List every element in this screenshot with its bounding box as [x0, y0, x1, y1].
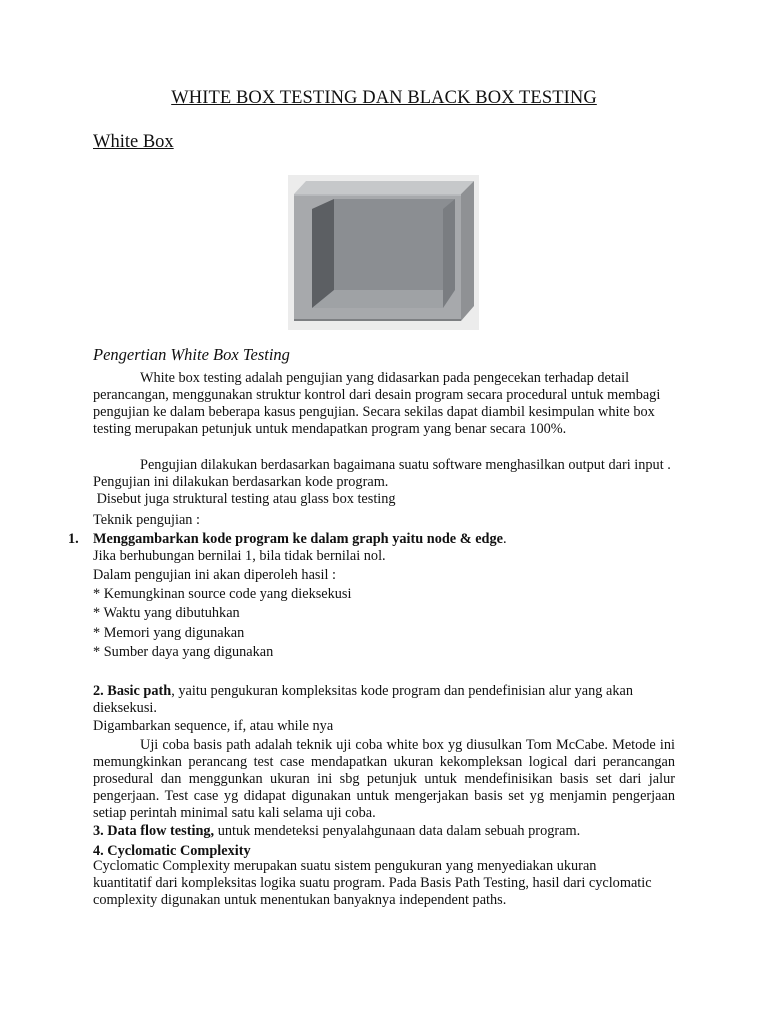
item-4-heading-text: 4. Cyclomatic Complexity	[93, 843, 251, 859]
bullet-item: * Kemungkinan source code yang dieksekusi	[93, 586, 352, 602]
bullet-item: * Waktu yang dibutuhkan	[93, 605, 240, 621]
item-1-line-3: Dalam pengujian ini akan diperoleh hasil :	[93, 567, 336, 583]
item-2-bold-text: 2. Basic path	[93, 683, 172, 699]
paragraph-definition	[93, 370, 673, 438]
item-2-line-2: Digambarkan sequence, if, atau while nya	[93, 718, 334, 734]
item-3-bold-text: 3. Data flow testing,	[93, 823, 215, 839]
item-1-line-2: Jika berhubungan bernilai 1, bila tidak bernilai nol.	[93, 548, 386, 564]
list-item-1	[93, 531, 507, 548]
item-1-tail: .	[503, 531, 507, 547]
paragraph-basis-path-text: Uji coba basis path adalah teknik uji coba white box yg diusulkan Tom McCabe. Metode ini memungkinkan perancang test case mendapatkan ukuran kekompleksan logical dari perancangan prosedural dan menggunkan ukuran ini sbg petunjuk untuk mendefinisikan basis set dari jalur pengerjaan. Test case yg didapat digunakan untuk mengerjakan basis set yg menjamin pengerjaan setiap perintah minimal satu kali selama uji coba.	[93, 737, 675, 821]
paragraph-testing-basis-text: Pengujian dilakukan berdasarkan bagaimana suatu software menghasilkan output dari input . Pengujian ini dilakukan berdasarkan kode program.	[93, 457, 671, 490]
bullet-item: * Memori yang digunakan	[93, 625, 245, 641]
bullet-item: * Sumber daya yang digunakan	[93, 644, 274, 660]
item-3-rest: untuk mendeteksi penyalahgunaan data dalam sebuah program.	[214, 823, 581, 839]
list-item-1-number	[68, 531, 79, 548]
list-item-2	[93, 683, 653, 717]
subheading-pengertian: Pengertian White Box Testing	[93, 345, 290, 364]
paragraph-cyclomatic: Cyclomatic Complexity merupakan suatu sistem pengukuran yang menyediakan ukuran kuantitatif dari kompleksitas logika suatu program. Pada Basis Path Testing, hasil dari cyclomatic complexity digunakan untuk menentukan banyaknya independent paths.	[93, 858, 652, 908]
paragraph-basis-path	[93, 737, 675, 822]
document-title: WHITE BOX TESTING DAN BLACK BOX TESTING	[171, 88, 597, 108]
list-item-3	[93, 823, 580, 840]
section-heading-white-box: White Box	[93, 132, 174, 152]
line-glass-box: Disebut juga struktural testing atau glass box testing	[93, 491, 396, 507]
white-box-image	[288, 175, 479, 330]
paragraph-testing-basis	[93, 457, 673, 491]
item-1-number: 1.	[68, 531, 79, 547]
item-1-bold-text: Menggambarkan kode program ke dalam graph yaitu node & edge	[93, 531, 503, 547]
item-2-rest: , yaitu pengukuran kompleksitas kode program dan pendefinisian alur yang akan dieksekusi.	[93, 683, 633, 716]
line-teknik-pengujian: Teknik pengujian :	[93, 512, 200, 528]
open-box-icon	[288, 175, 479, 330]
paragraph-definition-text: White box testing adalah pengujian yang didasarkan pada pengecekan terhadap detail perancangan, menggunakan struktur kontrol dari desain program secara procedural untuk membagi pengujian ke dalam beberapa kasus pengujian. Secara sekilas dapat diambil kesimpulan white box testing merupakan petunjuk untuk mendapatkan program yang benar secara 100%.	[93, 370, 661, 437]
